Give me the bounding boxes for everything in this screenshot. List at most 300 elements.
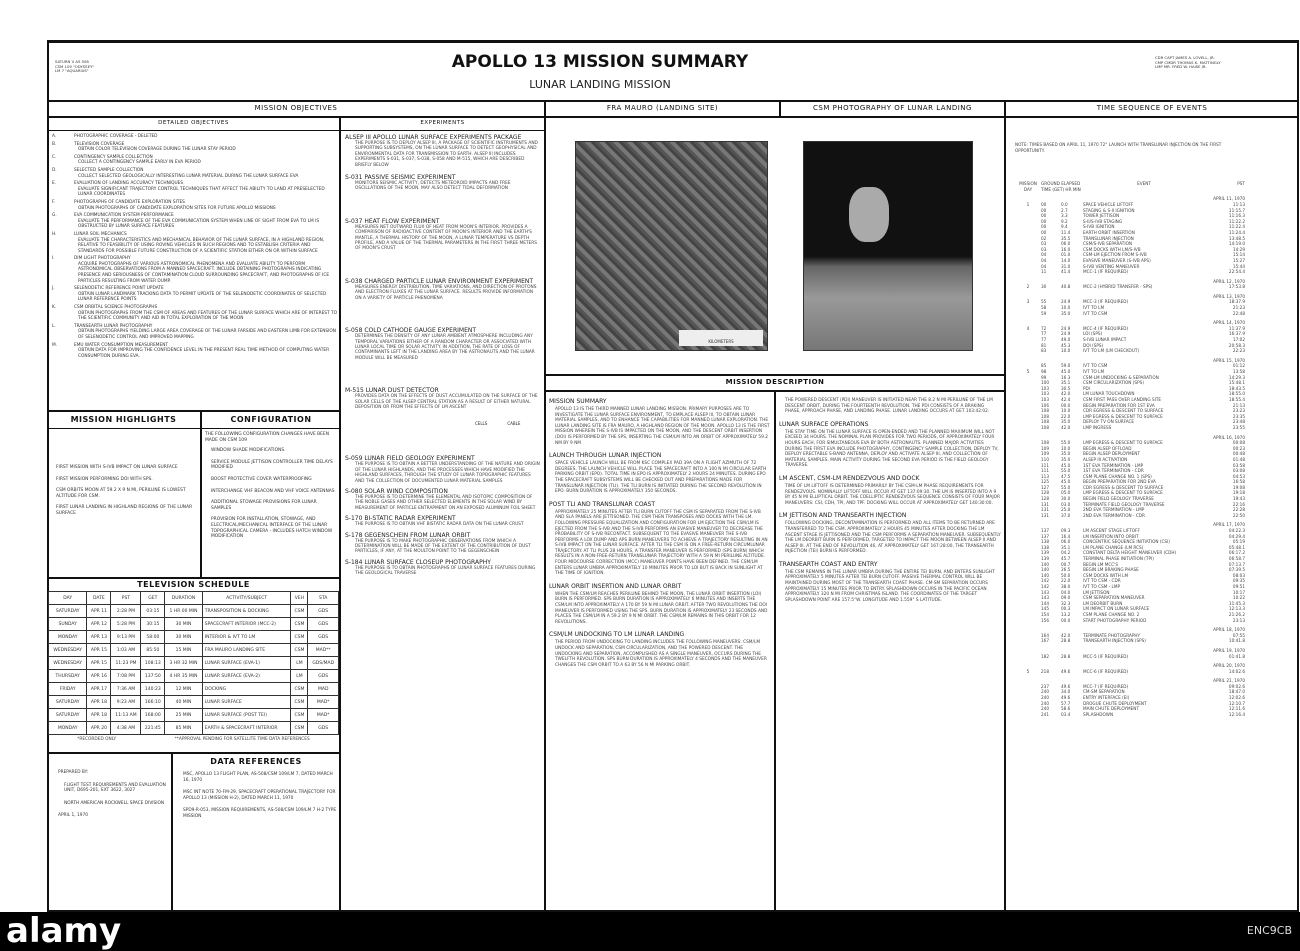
event-cell xyxy=(1015,269,1041,275)
event-cell: 01:41.8 xyxy=(1228,653,1245,659)
event-cell: 142 xyxy=(1041,583,1049,589)
event-cell: 12:13.3 xyxy=(1228,606,1245,612)
event-cell: 15:48.1 xyxy=(1228,380,1245,386)
event-cell: CSM FIRST PASS OVER LANDING SITE xyxy=(1083,396,1162,402)
event-cell: CDR EGRESS & DESCENT TO SURFACE xyxy=(1083,408,1164,414)
event-cell: 21:23 xyxy=(1232,305,1245,311)
event-cell: 154 xyxy=(1041,611,1049,617)
event-cell: 01:48 xyxy=(1232,456,1245,462)
mission-description-left xyxy=(549,392,771,668)
tv-cell: MAD* xyxy=(308,696,339,709)
event-cell: 04 xyxy=(1041,257,1047,263)
divider xyxy=(47,410,340,412)
tv-header-cell: DATE xyxy=(87,592,111,605)
event-cell: 10:41.8 xyxy=(1228,638,1245,644)
objective-title xyxy=(52,134,338,140)
event-row xyxy=(1015,311,1245,317)
description-heading: LUNAR ORBIT INSERTION AND LUNAR ORBIT xyxy=(549,582,682,590)
event-cell: 24.9 xyxy=(1061,299,1071,305)
event-cell: 28.8 xyxy=(1061,638,1071,644)
date-label: APRIL 16, 1970 xyxy=(1213,434,1245,440)
objective-item xyxy=(52,324,338,341)
event-cell: 18:37.9 xyxy=(1228,299,1245,305)
event-cell: 07:13.7 xyxy=(1228,561,1245,567)
event-cell: 111 xyxy=(1041,468,1049,474)
event-cell: 09:51 xyxy=(1232,583,1245,589)
tv-cell: APR 11 xyxy=(87,605,111,618)
event-cell: CSM CIRCULARIZATION (SPS) xyxy=(1083,380,1144,386)
event-cell: 10:22 xyxy=(1232,595,1245,601)
event-cell: LM ASCENT STAGE LIFTOFF xyxy=(1083,528,1140,534)
event-cell: 143 xyxy=(1041,589,1049,595)
event-cell: 13:48.5 xyxy=(1228,235,1245,241)
objective-key: L. xyxy=(52,323,56,329)
event-cell: LM IMPACT ON LUNAR SURFACE xyxy=(1083,606,1150,612)
event-cell: CDR EGRESS & DESCENT TO SURFACE xyxy=(1083,484,1164,490)
event-cell: EVASIVE MANEUVER (S-IVB APS) xyxy=(1083,257,1151,263)
event-cell: 30.5 xyxy=(1061,385,1071,391)
event-cell: 35.5 xyxy=(1061,235,1071,241)
tv-cell: SATURDAY xyxy=(49,709,87,722)
event-cell: 38.0 xyxy=(1061,583,1071,589)
event-cell: 240 xyxy=(1041,695,1049,701)
event-cell: 35.0 xyxy=(1061,456,1071,462)
event-cell: 11 xyxy=(1041,269,1047,275)
event-cell: 131 xyxy=(1041,501,1049,507)
tv-cell: 30 MIN xyxy=(165,631,203,644)
configuration-item: BOOST PROTECTIVE COVER WATERPROOFING xyxy=(211,476,312,482)
highlight-item: FIRST MISSION PERFORMING DOI WITH SPS. xyxy=(56,476,153,482)
objective-key: A. xyxy=(52,134,57,139)
objective-name: PHOTOGRAPHS OF CANDIDATE EXPLORATION SITES xyxy=(74,199,185,205)
event-cell: 04.2 xyxy=(1061,550,1071,556)
event-cell: 100 xyxy=(1041,380,1049,386)
tv-cell: 11:23 PM xyxy=(111,657,141,670)
date-label: APRIL 13, 1970 xyxy=(1213,293,1245,299)
section-time-sequence: TIME SEQUENCE OF EVENTS xyxy=(1096,104,1208,112)
tv-cell: INTERIOR & IVT TO LM xyxy=(202,631,291,644)
event-cell: 16.4 xyxy=(1061,533,1071,539)
experiment-item xyxy=(345,488,541,511)
event-row xyxy=(1015,284,1245,290)
section-configuration: CONFIGURATION xyxy=(230,415,312,424)
event-cell: 55.0 xyxy=(1061,440,1071,446)
event-cell: 35.1 xyxy=(1061,380,1071,386)
date-label: APRIL 15, 1970 xyxy=(1213,357,1245,363)
event-cell: 9.2 xyxy=(1061,218,1068,224)
event-cell: 22:54.4 xyxy=(1228,269,1245,275)
event-cell: MAIN CHUTE DEPLOYMENT xyxy=(1083,706,1140,712)
event-cell: 137 xyxy=(1041,528,1049,534)
date-label: APRIL 11, 1970 xyxy=(1213,196,1245,202)
tv-cell: 4:38 AM xyxy=(111,722,141,735)
event-cell: 108 xyxy=(1041,408,1049,414)
event-cell: 14:02.6 xyxy=(1228,668,1245,674)
tv-cell: GDS/MAD xyxy=(308,657,339,670)
event-cell: 45.7 xyxy=(1061,556,1071,561)
event-cell: S-II/S-IVB STAGING xyxy=(1083,218,1123,224)
event-cell: 57.7 xyxy=(1061,700,1071,706)
event-cell: 06.0 xyxy=(1061,241,1071,247)
event-cell: 03 xyxy=(1041,241,1047,247)
experiment-title: S-178 GEGENSCHEIN FROM LUNAR ORBIT xyxy=(345,531,471,539)
event-cell: 144 xyxy=(1041,600,1049,606)
event-cell: 140 xyxy=(1041,572,1049,578)
tv-row xyxy=(49,605,339,618)
event-cell: 164 xyxy=(1041,632,1049,638)
tv-cell: 140:23 xyxy=(141,683,165,696)
event-cell: 42.0 xyxy=(1061,391,1071,397)
event-cell: 11:24.4 xyxy=(1228,229,1245,235)
event-cell: LM DEORBIT BURN xyxy=(1083,600,1123,606)
section-television-schedule: TELEVISION SCHEDULE xyxy=(137,580,250,589)
event-cell: 131 xyxy=(1041,512,1049,518)
tv-cell: EARTH & SPACECRAFT INTERIOR xyxy=(202,722,291,735)
description-heading: LM JETTISON AND TRANSEARTH INJECTION xyxy=(779,512,907,520)
event-cell: 22:28 xyxy=(1232,507,1245,513)
tv-cell: LUNAR SURFACE xyxy=(202,696,291,709)
divider xyxy=(47,752,340,754)
tv-cell: 85:50 xyxy=(141,644,165,657)
event-cell: 23:55 xyxy=(1232,424,1245,430)
event-cell: 241 xyxy=(1041,711,1049,717)
prepared-line: NORTH AMERICAN ROCKWELL SPACE DIVISION xyxy=(64,800,165,806)
event-cell: 00.0 xyxy=(1061,617,1071,623)
tv-cell: 3 HR 32 MIN xyxy=(165,657,203,670)
event-cell: 30 xyxy=(1041,284,1047,290)
section-mission-description: MISSION DESCRIPTION xyxy=(725,378,825,386)
objective-key: D. xyxy=(52,167,57,173)
event-cell: 18:43.5 xyxy=(1228,385,1245,391)
event-cell: 4 xyxy=(1026,325,1030,331)
vehicle-line: CSM 109 "ODYSSEY" xyxy=(55,63,95,69)
highlights-list xyxy=(56,465,196,523)
event-cell: CSM DOCKS WITH LM/S-IVB xyxy=(1083,246,1141,252)
event-cell: SPLASHDOWN xyxy=(1083,711,1114,717)
data-references-list xyxy=(183,772,338,827)
watermark-bar xyxy=(0,912,1300,951)
event-cell: PDI xyxy=(1083,385,1090,391)
objective-item xyxy=(52,305,338,322)
experiment-description: THE PURPOSE IS TO OBTAIN A BETTER UNDERSTANDING OF THE NATURE AND ORIGIN OF THE LUNAR HIGHLANDS, AND THE PROCESSES WHICH HAVE MODIFIED THE HIGHLAND SURFACES, THROUGH THE STUDY OF LUNAR TOPOGRAPHIC FEATURES AND THE COLLECTION OF DOCUMENTED LUNAR MATERIAL SAMPLES xyxy=(355,462,540,484)
event-cell: 23:13 xyxy=(1232,617,1245,623)
tv-header-cell: DURATION xyxy=(165,592,203,605)
event-cell xyxy=(1015,348,1041,354)
experiment-title: S-170 BI-STATIC RADAR EXPERIMENT xyxy=(345,515,456,523)
objective-item xyxy=(52,343,338,360)
vehicle-line: SATURN V AS 508 xyxy=(55,59,89,64)
event-cell xyxy=(1015,425,1041,431)
description-text: THE PERIOD FROM UNDOCKING TO LANDING INCLUDES THE FOLLOWING MANEUVERS: CSM/LM UNDOCK AND SEPARATION, CSM CIRCULARIZATION, AND THE POWERED DESCENT. THE UNDOCKING AND SEPARATION, ACCOMPLISHED AS A SINGLE MANEUVER, OCCURS DURING THE TWELFTH REVOLUTION. SPS BURN DURATION IS APPROXIMATELY 4 SECONDS AND THE MANEUVER CHANGES THE CSM ORBIT TO A 63 BY 56 N MI PARKING ORBIT. xyxy=(555,640,767,668)
event-cell xyxy=(1015,618,1041,624)
experiment-description: THE PURPOSE IS TO DETERMINE THE ELEMENTAL AND ISOTOPIC COMPOSITION OF THE NOBLE GASES AND OTHER SELECTED ELEMENTS IN THE SOLAR WIND BY MEASUREMENT OF PARTICLE ENTRAPMENT ON AN EXPOSED ALUMINUM FOIL SHEET xyxy=(355,494,536,511)
date-label: APRIL 20, 1970 xyxy=(1213,663,1245,669)
objective-item xyxy=(52,232,338,254)
event-cell: 2ND EVA TERMINATION - CDR xyxy=(1083,512,1145,518)
alamy-logo: alamy xyxy=(6,911,122,951)
event-cell: 03.0 xyxy=(1061,501,1071,507)
event-cell: 23:35 xyxy=(1232,413,1245,419)
event-cell: BEGIN FIELD GEOLOGY TRAVERSE xyxy=(1083,496,1154,502)
event-cell: LMP EGRESS & DESCENT TO SURFACE xyxy=(1083,490,1163,496)
col-mission-day: MISSION DAY xyxy=(1019,181,1037,192)
tv-cell: 221:45 xyxy=(141,722,165,735)
objective-item xyxy=(52,155,338,166)
event-cell: ENTRY INTERFACE (EI) xyxy=(1083,695,1130,701)
description-heading: LUNAR SURFACE OPERATIONS xyxy=(779,420,869,428)
tv-cell: CSM xyxy=(291,618,308,631)
tv-row xyxy=(49,696,339,709)
tv-row xyxy=(49,722,339,735)
tv-cell: 7:36 AM xyxy=(111,683,141,696)
objective-detail: OBTAIN LUNAR LANDMARK TRACKING DATA TO PERMIT UPDATE OF THE SELENODETIC COORDINATES OF SELECTED LUNAR REFERENCE POINTS xyxy=(78,291,327,303)
objective-key: I. xyxy=(52,256,55,262)
event-cell: 42.0 xyxy=(1061,424,1071,430)
experiment-title: S-080 SOLAR WIND COMPOSITION xyxy=(345,487,448,495)
experiment-item xyxy=(345,218,541,252)
objective-detail: OBTAIN PHOTOGRAPHS YIELDING LARGE AREA COVERAGE OF THE LUNAR FARSIDE AND EASTERN LIMB FOR EXTENSION OF SELENODETIC CONTROL AND IMPROVED MAPPING xyxy=(78,329,337,340)
tv-cell: 9:13 PM xyxy=(111,631,141,644)
objective-key: H. xyxy=(52,231,57,237)
event-cell: 138 xyxy=(1041,544,1049,550)
event-cell: 19:18 xyxy=(1232,490,1245,496)
objective-name: CONTINGENCY SAMPLE COLLECTION xyxy=(74,154,153,160)
description-heading: TRANSEARTH COAST AND ENTRY xyxy=(779,560,878,568)
tv-cell: WEDNESDAY xyxy=(49,657,87,670)
experiment-item xyxy=(345,515,541,527)
objective-detail: COLLECT SELECTED GEOLOGICALLY INTERESTING LUNAR MATERIAL DURING THE LUNAR SURFACE EVA xyxy=(78,173,299,179)
event-cell: 18:47.0 xyxy=(1228,689,1245,695)
event-cell: 142 xyxy=(1041,578,1049,584)
event-cell: 18:55.0 xyxy=(1228,391,1245,397)
crew-line: CMP CMDR THOMAS K. MATTINGLY xyxy=(1155,59,1221,65)
tv-cell: 25 MIN xyxy=(165,709,203,722)
experiment-title: S-184 LUNAR SURFACE CLOSEUP PHOTOGRAPHY xyxy=(345,558,491,566)
event-cell: 03:08 xyxy=(1232,468,1245,474)
event-cell: 11:22.2 xyxy=(1228,218,1245,224)
tv-cell: CSM xyxy=(291,722,308,735)
objective-key: B. xyxy=(52,141,57,147)
event-cell: 24.9 xyxy=(1061,331,1071,337)
event-cell: 11.4 xyxy=(1061,229,1071,235)
tv-cell: 137:50 xyxy=(141,670,165,683)
tv-cell: THURSDAY xyxy=(49,670,87,683)
objective-item xyxy=(52,200,338,211)
event-cell xyxy=(1015,654,1041,660)
event-cell: DOI (SPS) xyxy=(1083,342,1104,348)
event-cell: 55.0 xyxy=(1061,484,1071,490)
tv-cell: MONDAY xyxy=(49,631,87,644)
event-cell: 00.0 xyxy=(1061,402,1071,408)
tv-cell: 12 MIN xyxy=(165,683,203,696)
event-cell: 22.0 xyxy=(1061,578,1071,584)
event-cell: 06.0 xyxy=(1061,539,1071,545)
col-get: GROUND ELAPSED TIME (GET) HR MIN xyxy=(1041,181,1081,192)
objective-item xyxy=(52,168,338,179)
event-cell: 77 xyxy=(1041,337,1047,343)
configuration-list xyxy=(205,432,337,546)
event-cell xyxy=(1015,311,1041,317)
fra-mauro-landing-site-photo xyxy=(575,141,768,351)
event-cell: 28.8 xyxy=(1061,653,1071,659)
event-cell: 32.3 xyxy=(1061,600,1071,606)
event-cell: 35.0 xyxy=(1061,310,1071,316)
description-heading: LAUNCH THROUGH LUNAR INJECTION xyxy=(549,452,662,460)
event-cell: 45.0 xyxy=(1061,369,1071,374)
event-cell: 156 xyxy=(1041,617,1049,623)
experiment-item xyxy=(345,455,541,484)
event-cell: 10.0 xyxy=(1061,305,1071,311)
tv-cell: APR 16 xyxy=(87,670,111,683)
television-schedule-table xyxy=(48,591,339,742)
event-cell: LM LUNAR TOUCHDOWN xyxy=(1083,391,1135,397)
event-cell: 59 xyxy=(1041,310,1047,316)
tv-cell: LUNAR SURFACE (EVA-2) xyxy=(202,670,291,683)
event-cell: 113 xyxy=(1041,473,1049,479)
event-row xyxy=(1015,669,1245,675)
event-cell: 103 xyxy=(1041,385,1049,391)
event-cell: 04 xyxy=(1041,252,1047,258)
event-cell: 72 xyxy=(1041,325,1047,331)
prepared-line: PREPARED BY: xyxy=(58,770,89,775)
tv-cell: APR 20 xyxy=(87,722,111,735)
event-cell: 85 xyxy=(1041,363,1047,369)
tv-header-cell: PST xyxy=(111,592,141,605)
objective-detail: COLLECT A CONTINGENCY SAMPLE EARLY IN EVA PERIOD xyxy=(78,160,201,166)
crew-info xyxy=(1155,56,1221,70)
event-row xyxy=(1015,348,1245,354)
event-cell: 218 xyxy=(1041,668,1049,674)
event-cell: 09:35 xyxy=(1232,578,1245,584)
highlight-item: FIRST LUNAR LANDING IN HIGHLAND REGIONS OF THE LUNAR SURFACE xyxy=(56,505,193,516)
tv-row xyxy=(49,683,339,696)
event-cell: 00 xyxy=(1041,218,1047,224)
description-text: FOLLOWING DOCKING, DECONTAMINATION IS PERFORMED AND ALL ITEMS TO BE RETURNED ARE TRANSFERRED TO THE CSM. APPROXIMATELY 2 HOURS 45 MINUTES AFTER DOCKING THE LM ASCENT STAGE IS JETTISONED AND THE CSM PERFORMS A SEPARATION MANEUVER. SUBSEQUENTLY THE LM DEORBIT BURN IS PERFORMED, TARGETED TO IMPACT THE MOON BETWEEN ALSEP II AND ALSEP III. AT THE END OF REVOLUTION 46, AT APPROXIMATELY GET 167:28:00, THE TRANSEARTH INJECTION (TEI) BURN IS PERFORMED. xyxy=(785,521,1001,555)
experiment-description: PROVIDES DATA ON THE EFFECTS OF DUST ACCUMULATED ON THE SURFACE OF THE SOLAR CELLS OF THE ALSEP CENTRAL STATION AS A RESULT OF EITHER NATURAL DEPOSITION OR FROM THE EFFECTS OF LM ASCENT xyxy=(355,394,538,410)
event-cell: 111 xyxy=(1041,462,1049,468)
crew-line: LMP MR. FRED W. HAISE JR. xyxy=(1155,64,1207,70)
event-cell: IVT TO CSM - LMP xyxy=(1083,583,1121,589)
description-text: WHEN THE CSM/LM REACHES PERILUNE BEHIND THE MOON, THE LUNAR ORBIT INSERTION (LOI) BURN IS PERFORMED. SPS BURN DURATION IS APPROXIMATELY 6 MINUTES AND INSERTS THE CSM/LM INTO APPROXIMATELY A 170 BY 59 N MI LUNAR ORBIT. AFTER TWO REVOLUTIONS THE DOI MANEUVER IS PERFORMED USING THE SPS. BURN DURATION IS APPROXIMATELY 23 SECONDS AND PLACES THE CSM/LM IN A 59.2 BY 9 N MI ORBIT. THE CSM/LM REMAINS IN THIS ORBIT FOR 12 REVOLUTIONS. xyxy=(555,591,768,625)
tv-cell: 1 HR 00 MIN xyxy=(165,605,203,618)
tv-cell: 9:23 AM xyxy=(111,696,141,709)
event-cell: 128 xyxy=(1041,490,1049,496)
event-cell: 14:19.0 xyxy=(1228,241,1245,247)
tv-cell: 15 MIN xyxy=(165,644,203,657)
divider xyxy=(47,116,1299,118)
experiment-description: THE PURPOSE IS TO MAKE PHOTOGRAPHIC OBSERVATIONS FROM WHICH A DETERMINATION WILL BE MADE OF THE EXTENT OF THE CONTRIBUTION OF DUST PARTICLES, IF ANY, AT THE MOULTON POINT TO THE GEGENSCHEIN xyxy=(355,538,531,555)
event-cell: 01:12 xyxy=(1232,363,1245,369)
objective-detail: OBTAIN COLOR TELEVISION COVERAGE DURING THE LUNAR STAY PERIOD xyxy=(78,147,236,153)
event-cell: 81 xyxy=(1041,342,1047,348)
event-cell: 131 xyxy=(1041,507,1049,513)
divider xyxy=(1004,100,1006,912)
event-cell: IVT TO CSM xyxy=(1083,363,1108,369)
event-cell: BEGIN PREPARATION FOR 1ST EVA xyxy=(1083,402,1155,408)
event-cell: CSM-LM EJECTION FROM S-IVB xyxy=(1083,252,1147,258)
configuration-intro: THE FOLLOWING CONFIGURATION CHANGES HAVE BEEN MADE ON CSM 109 xyxy=(205,432,329,443)
objective-name: EVA COMMUNICATION SYSTEM PERFORMANCE xyxy=(74,213,174,219)
event-cell: MCC-1 (IF REQUIRED) xyxy=(1083,269,1129,275)
event-cell: 49.0 xyxy=(1061,337,1071,343)
event-cell: LMP INGRESS xyxy=(1083,424,1112,430)
event-row xyxy=(1015,618,1245,624)
event-cell: 09.3 xyxy=(1061,528,1071,534)
objective-detail: OBTAIN PHOTOGRAPHS OF CANDIDATE EXPLORATION SITES FOR FUTURE APOLLO MISSIONS xyxy=(78,205,276,211)
event-cell: 143 xyxy=(1041,595,1049,601)
kilometer-scale: KILOMETERS xyxy=(679,330,763,346)
objective-name: DIM LIGHT PHOTOGRAPHY xyxy=(74,256,131,262)
divider xyxy=(47,100,1299,102)
tv-cell: SUNDAY xyxy=(49,618,87,631)
event-cell: MCC-2 (HYBRID TRANSFER - SPS) xyxy=(1083,284,1153,290)
section-detailed-objectives: DETAILED OBJECTIVES xyxy=(158,120,229,126)
event-cell: 106 xyxy=(1041,402,1049,408)
tv-cell: 4 HR 35 MIN xyxy=(165,670,203,683)
event-cell: 110 xyxy=(1041,456,1049,462)
event-cell: 127 xyxy=(1041,484,1049,490)
event-cell: 03.4 xyxy=(1061,711,1071,717)
experiment-description: THE PURPOSE IS TO OBTAIN VHF BISTATIC RADAR DATA ON THE LUNAR CRUST xyxy=(355,522,524,528)
date-label: APRIL 19, 1970 xyxy=(1213,647,1245,653)
event-cell: S-IVB IGNITION xyxy=(1083,224,1115,230)
lunar-module-image xyxy=(849,187,889,242)
event-cell: 109 xyxy=(1041,445,1049,451)
section-experiments: EXPERIMENTS xyxy=(420,120,465,126)
tv-cell: 11:13 AM xyxy=(111,709,141,722)
csm-lunar-landing-photo xyxy=(803,141,973,351)
tv-cell: 30:15 xyxy=(141,618,165,631)
event-cell: 5 xyxy=(1026,668,1030,674)
event-cell: 19:43 xyxy=(1232,496,1245,502)
event-cell: 11:37.9 xyxy=(1228,325,1245,331)
tv-header-cell: STA xyxy=(308,592,339,605)
tv-cell: 168:00 xyxy=(141,709,165,722)
tv-cell: MAD** xyxy=(308,644,339,657)
tv-cell: CSM xyxy=(291,644,308,657)
event-cell: BEGIN LM BRAKING PHASE xyxy=(1083,567,1139,573)
tv-cell: 40 MIN xyxy=(165,696,203,709)
event-cell: 99 xyxy=(1041,374,1047,380)
event-cell: 25.0 xyxy=(1061,507,1071,513)
tv-cell: APR 13 xyxy=(87,631,111,644)
event-cell: CSM-LM UNDOCKING & SEPARATION xyxy=(1083,374,1159,380)
event-cell: 49.6 xyxy=(1061,683,1071,689)
event-cell: IVT TO LM (LM CHECKOUT) xyxy=(1083,348,1140,354)
objective-detail: EVALUATE SIGNIFICANT TRAJECTORY CONTROL TECHNIQUES THAT AFFECT THE ABILITY TO LAND AT PRESELECTED LUNAR COORDINATES xyxy=(78,186,325,198)
tv-cell: APR 18 xyxy=(87,696,111,709)
description-text: APOLLO 13 IS THE THIRD MANNED LUNAR LANDING MISSION. PRIMARY PURPOSES ARE TO INVESTIGATE THE LUNAR SURFACE ENVIRONMENT, TO EMPLACE ALSEP III, TO OBTAIN LUNAR MATERIAL SAMPLES, AND TO ENHANCE THE CAPABILITIES FOR MANNED LUNAR EXPLORATION. THE LUNAR LANDING SITE IS FRA MAURO, A HIGHLAND REGION OF THE MOON. APOLLO 13 IS THE FIRST MISSION WHEREIN THE S-IVB IS IMPACTED ON THE MOON, AND THE DESCENT ORBIT INSERTION (DOI) IS PERFORMED BY THE SPS, INSERTING THE CSM/LM INTO AN ORBIT OF APPROXIMATELY 59.2 NM BY 9 NM xyxy=(555,407,770,446)
tv-row xyxy=(49,670,339,683)
tv-row xyxy=(49,644,339,657)
page-subtitle: LUNAR LANDING MISSION xyxy=(529,78,671,91)
objective-key: J. xyxy=(52,286,55,292)
tv-cell: GDS xyxy=(308,722,339,735)
event-cell: 240 xyxy=(1041,706,1049,712)
tv-cell: MONDAY xyxy=(49,722,87,735)
description-text: THE STAY TIME ON THE LUNAR SURFACE IS OPEN-ENDED AND THE PLANNED MAXIMUM WILL NOT EXCEED 34 HOURS. THE NOMINAL PLAN PROVIDES FOR TWO PERIODS, OF APPROXIMATELY FOUR HOURS EACH, FOR SIMULTANEOUS EVA BY BOTH ASTRONAUTS. PLANNED MAJOR ACTIVITIES DURING THE FIRST EVA INCLUDE PHOTOGRAPHY, CONTINGENCY SAMPLE COLLECTION, DEPLOY TV, DEPLOY ERECTABLE S-BAND ANTENNA, DEPLOY AND ACTIVATE ALSEP III, AND COLLECTION OF MATERIAL SAMPLES. MAIN ACTIVITY DURING THE SECOND EVA PERIOD IS THE FIELD GEOLOGY TRAVERSE. xyxy=(785,429,999,469)
tv-cell: CSM xyxy=(291,631,308,644)
divider xyxy=(171,752,173,912)
event-cell: DROGUE CHUTE DEPLOYMENT xyxy=(1083,700,1147,706)
tv-header-cell: GET xyxy=(141,592,165,605)
tv-cell: 166:10 xyxy=(141,696,165,709)
tv-cell: LM xyxy=(291,657,308,670)
col-pst: PST xyxy=(1237,181,1245,187)
tv-cell: 5:28 PM xyxy=(111,618,141,631)
tv-row xyxy=(49,657,339,670)
objective-name: TRANSEARTH LUNAR PHOTOGRAPHY xyxy=(74,323,153,329)
